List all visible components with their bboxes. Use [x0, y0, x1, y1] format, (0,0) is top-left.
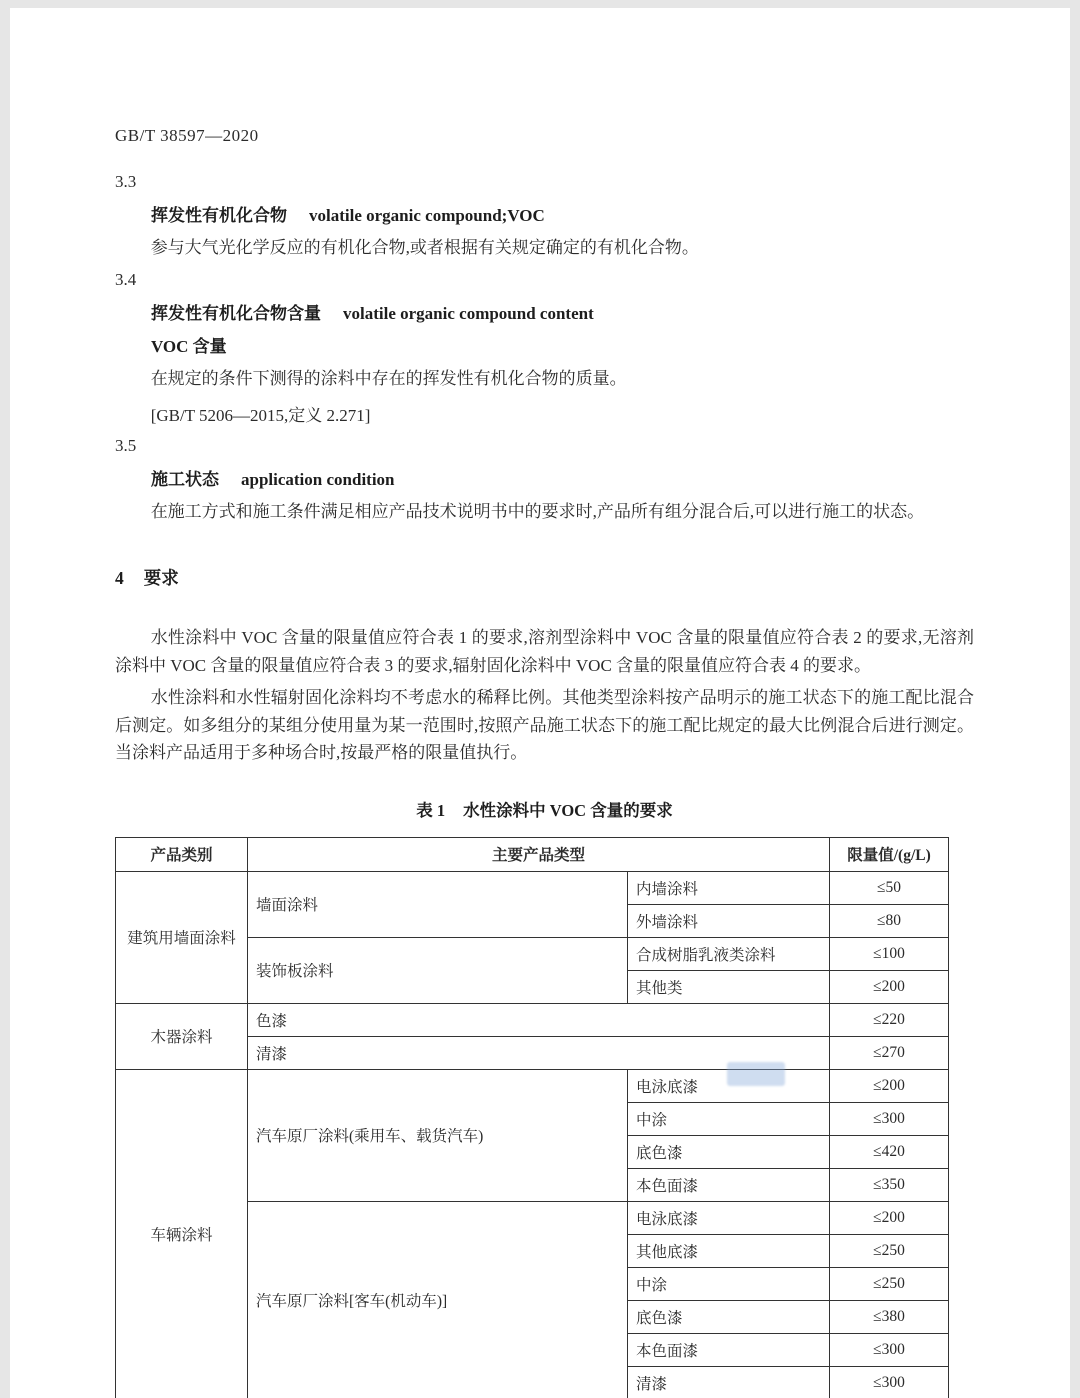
watermark: [727, 1062, 785, 1086]
caption-title: 水性涂料中 VOC 含量的要求: [463, 800, 673, 820]
table-header-row: [116, 837, 949, 871]
section-3-5: [115, 436, 974, 525]
term-en: application condition: [241, 470, 395, 489]
limit-cell: ≤200: [830, 1069, 949, 1102]
definition-text: 参与大气光化学反应的有机化合物,或者根据有关规定确定的有机化合物。: [150, 238, 699, 257]
limit-cell: ≤350: [830, 1168, 949, 1201]
header-cell-type: 主要产品类型: [248, 837, 830, 871]
chapter-4-heading: [115, 565, 974, 590]
document-page: [10, 8, 1070, 1398]
doc-number: GB/T 38597—2020: [115, 126, 259, 145]
limit-cell: ≤250: [830, 1234, 949, 1267]
definition-text: 在规定的条件下测得的涂料中存在的挥发性有机化合物的质量。: [150, 369, 627, 388]
term-en: volatile organic compound content: [343, 304, 594, 323]
term-line-3-5: [151, 465, 974, 490]
section-number-3-5: 3.5: [115, 436, 137, 455]
term-line-3-4: [151, 299, 974, 324]
limit-cell: ≤50: [830, 871, 949, 904]
limit-cell: ≤270: [830, 1036, 949, 1069]
header-cell-limit: 限量值/(g/L): [830, 837, 949, 871]
product-type-cell: 外墙涂料: [628, 904, 830, 937]
product-type-cell: 合成树脂乳液类涂料: [628, 937, 830, 970]
product-type-cell: 本色面漆: [628, 1333, 830, 1366]
limit-cell: ≤100: [830, 937, 949, 970]
category-cell: 车辆涂料: [116, 1069, 248, 1398]
table-row: [116, 1069, 949, 1102]
product-type-cell: 底色漆: [628, 1300, 830, 1333]
term-en: volatile organic compound;VOC: [309, 206, 545, 225]
limit-cell: ≤250: [830, 1267, 949, 1300]
limit-cell: ≤380: [830, 1300, 949, 1333]
product-type-cell: 电泳底漆: [628, 1069, 830, 1102]
product-type-cell: 中涂: [628, 1267, 830, 1300]
subtype-cell: 汽车原厂涂料[客车(机动车)]: [248, 1201, 628, 1398]
category-cell: 建筑用墙面涂料: [116, 871, 248, 1003]
chapter-number: 4: [115, 568, 124, 588]
table-row: [116, 1003, 949, 1036]
voc-limit-table: [115, 837, 949, 1398]
term-cn: 挥发性有机化合物含量: [151, 304, 321, 323]
category-cell: 木器涂料: [116, 1003, 248, 1069]
definition-text: 在施工方式和施工条件满足相应产品技术说明书中的要求时,产品所有组分混合后,可以进行施工的状态。: [150, 502, 925, 521]
chapter-label: 要求: [143, 568, 179, 588]
subtype-cell: 汽车原厂涂料(乘用车、载货汽车): [248, 1069, 628, 1201]
term-alias: VOC 含量: [151, 337, 227, 356]
limit-cell: ≤300: [830, 1366, 949, 1398]
limit-cell: ≤200: [830, 970, 949, 1003]
product-type-cell: 内墙涂料: [628, 871, 830, 904]
paragraph-2: 水性涂料和水性辐射固化涂料均不考虑水的稀释比例。其他类型涂料按产品明示的施工状态下的施工配比混合后测定。如多组分的某组分使用量为某一范围时,按照产品施工状态下的施工配比规定的最大比例混合后进行测定。当涂料产品适用于多种场合时,按最严格的限量值执行。: [115, 688, 974, 762]
product-type-cell: 本色面漆: [628, 1168, 830, 1201]
product-type-cell: 底色漆: [628, 1135, 830, 1168]
section-3-4: [115, 270, 974, 426]
product-type-cell: 清漆: [628, 1366, 830, 1398]
product-type-cell: 电泳底漆: [628, 1201, 830, 1234]
product-type-cell: 其他类: [628, 970, 830, 1003]
limit-cell: ≤420: [830, 1135, 949, 1168]
requirements-body: [115, 624, 974, 767]
caption-label: 表 1: [416, 800, 446, 820]
term-cn: 施工状态: [151, 470, 219, 489]
section-number-3-4: 3.4: [115, 270, 137, 289]
table-row: [116, 871, 949, 904]
product-type-cell: 色漆: [248, 1003, 830, 1036]
section-number-3-3: 3.3: [115, 172, 137, 191]
limit-cell: ≤80: [830, 904, 949, 937]
source-reference: [GB/T 5206—2015,定义 2.271]: [150, 406, 371, 425]
limit-cell: ≤220: [830, 1003, 949, 1036]
section-3-3: [115, 172, 974, 261]
product-type-cell: 清漆: [248, 1036, 830, 1069]
limit-cell: ≤200: [830, 1201, 949, 1234]
paragraph-1: 水性涂料中 VOC 含量的限量值应符合表 1 的要求,溶剂型涂料中 VOC 含量的限量值应符合表 2 的要求,无溶剂涂料中 VOC 含量的限量值应符合表 3 的要求,辐射固化涂料中 VOC 含量的限量值应符合表 4 的要求。: [115, 628, 974, 675]
subtype-cell: 装饰板涂料: [248, 937, 628, 1003]
product-type-cell: 其他底漆: [628, 1234, 830, 1267]
term-cn: 挥发性有机化合物: [151, 206, 287, 225]
product-type-cell: 中涂: [628, 1102, 830, 1135]
term-line-3-3: [151, 201, 974, 226]
table-1-caption: [115, 797, 974, 821]
limit-cell: ≤300: [830, 1102, 949, 1135]
header-cell-category: 产品类别: [116, 837, 248, 871]
limit-cell: ≤300: [830, 1333, 949, 1366]
subtype-cell: 墙面涂料: [248, 871, 628, 937]
